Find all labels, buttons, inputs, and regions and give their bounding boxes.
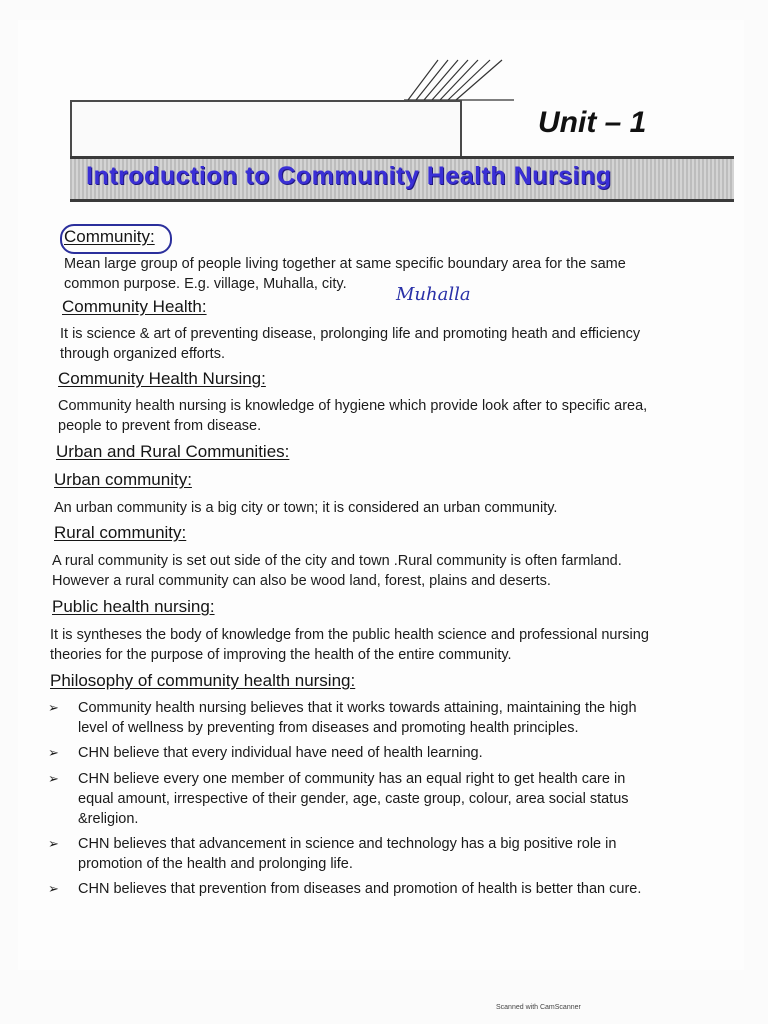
heading-urban: Urban community: bbox=[54, 470, 192, 489]
public-line-2: theories for the purpose of improving the health of the entire community. bbox=[50, 647, 512, 663]
unit-title: Unit – 1 bbox=[538, 106, 647, 139]
bullet-4-line-2: promotion of the health and prolonging life. bbox=[78, 856, 353, 872]
handwritten-note: Muhalla bbox=[396, 284, 471, 305]
arrow-bullet-icon: ➢ bbox=[48, 881, 59, 896]
bullet-5-line-1: CHN believes that prevention from diseases and promotion of health is better than cure. bbox=[78, 881, 642, 897]
scanner-footer: Scanned with CamScanner bbox=[496, 1004, 581, 1011]
rural-line-1: A rural community is set out side of the city and town .Rural community is often farmland. bbox=[52, 553, 622, 569]
hatch-scribble-icon bbox=[398, 56, 518, 104]
heading-urban-rural: Urban and Rural Communities: bbox=[56, 442, 290, 461]
bullet-1-line-1: Community health nursing believes that it works towards attaining, maintaining the high bbox=[78, 700, 637, 716]
bullet-3-line-3: &religion. bbox=[78, 811, 139, 827]
heading-rural: Rural community: bbox=[54, 523, 187, 542]
heading-chn: Community Health Nursing: bbox=[58, 369, 266, 388]
heading-community-health: Community Health: bbox=[62, 297, 207, 316]
chn-line-1: Community health nursing is knowledge of hygiene which provide look after to specific area, bbox=[58, 398, 648, 414]
heading-public-health: Public health nursing: bbox=[52, 597, 215, 616]
heading-community: Community: bbox=[64, 227, 155, 246]
community-health-line-1: It is science & art of preventing disease, prolonging life and promoting heath and efficiency bbox=[60, 326, 641, 342]
urban-line-1: An urban community is a big city or town; it is considered an urban community. bbox=[54, 500, 558, 516]
bullet-3-line-2: equal amount, irrespective of their gender, age, caste group, colour, area social status bbox=[78, 791, 629, 807]
community-health-line-2: through organized efforts. bbox=[60, 346, 225, 362]
arrow-bullet-icon: ➢ bbox=[48, 700, 59, 715]
arrow-bullet-icon: ➢ bbox=[48, 745, 59, 760]
header-box bbox=[70, 100, 462, 160]
bullet-3-line-1: CHN believe every one member of community has an equal right to get health care in bbox=[78, 771, 626, 787]
bullet-1-line-2: level of wellness by preventing from diseases and promoting health principles. bbox=[78, 720, 579, 736]
community-line-2: common purpose. E.g. village, Muhalla, city. bbox=[64, 276, 347, 292]
arrow-bullet-icon: ➢ bbox=[48, 836, 59, 851]
community-line-1: Mean large group of people living together at same specific boundary area for the same bbox=[64, 256, 626, 272]
chn-line-2: people to prevent from disease. bbox=[58, 418, 262, 434]
public-line-1: It is syntheses the body of knowledge from the public health science and professional nursing bbox=[50, 627, 649, 643]
heading-philosophy: Philosophy of community health nursing: bbox=[50, 671, 356, 690]
bullet-2-line-1: CHN believe that every individual have need of health learning. bbox=[78, 745, 483, 761]
rural-line-2: However a rural community can also be wood land, forest, plains and deserts. bbox=[52, 573, 551, 589]
bullet-4-line-1: CHN believes that advancement in science and technology has a big positive role in bbox=[78, 836, 617, 852]
arrow-bullet-icon: ➢ bbox=[48, 771, 59, 786]
banner-title: Introduction to Community Health Nursing bbox=[86, 162, 612, 190]
